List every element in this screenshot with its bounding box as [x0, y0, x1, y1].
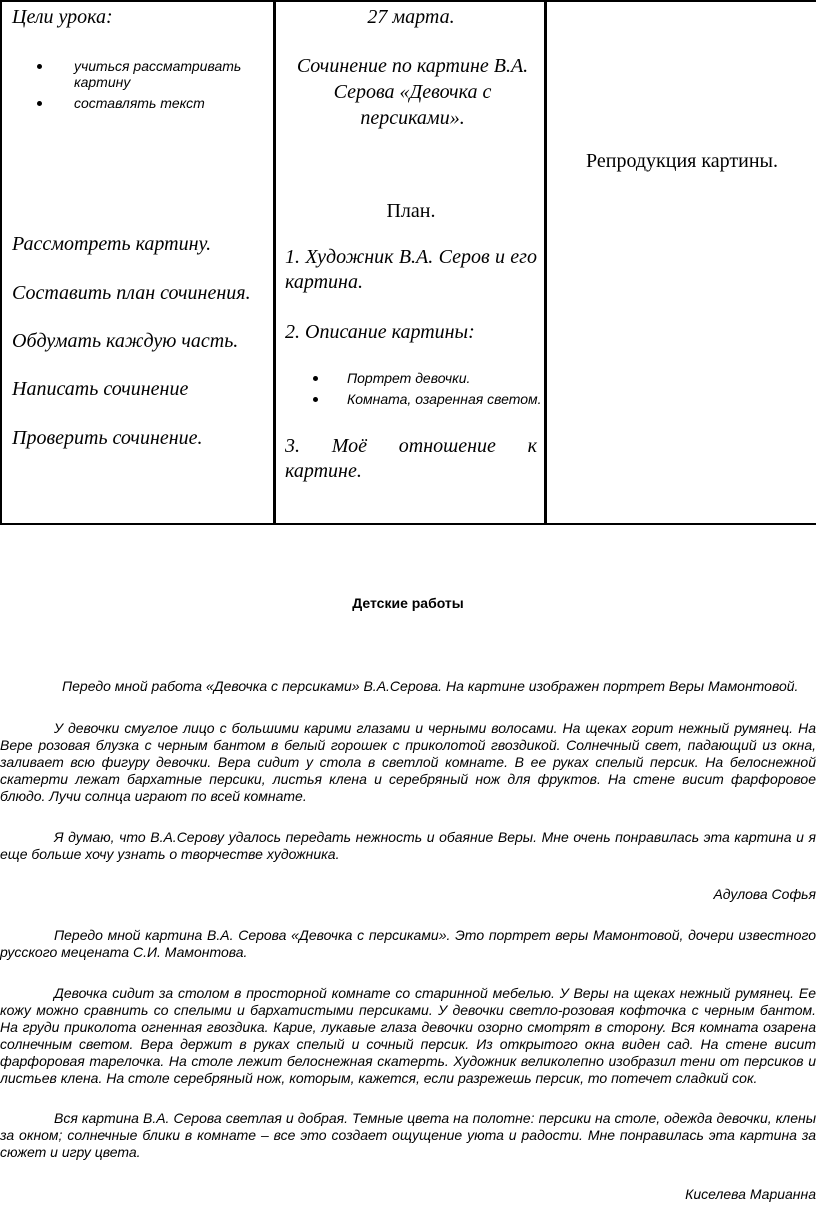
plan-title: План.: [386, 200, 436, 222]
plan-item: 1. Художник В.А. Серов и его картина.: [285, 246, 537, 293]
goals-title: Цели урока:: [12, 6, 113, 28]
reproduction-cell: [544, 0, 816, 525]
plan-item: 2. Описание картины:: [285, 321, 475, 343]
bullet-icon: [313, 397, 318, 402]
reproduction-caption: Репродукция картины.: [586, 150, 778, 172]
bullet-icon: [37, 101, 42, 106]
essay-paragraph: Передо мной работа «Девочка с персиками» В.А.Серова. На картине изображен портрет Веры Мамонтовой.: [62, 678, 799, 694]
bullet-icon: [313, 376, 318, 381]
essay-topic: Сочинение по картине В.А. Серова «Девочка с персиками».: [296, 55, 529, 129]
essay-author: Киселева Марианна: [685, 1186, 816, 1202]
essay-paragraph: У девочки смуглое лицо с большими карими глазами и черными волосами. На щеках горит нежный румянец. На Вере розовая блузка с черным бантом в белый горошек с приколотой гвоздикой. Солнечный свет, падающий из окна, заливает всю фигуру девочки. Вера сидит у стола в светлой комнате. В ее руках спелый персик. На белоснежной скатерти лежат бархатные персики, листья клена и серебряный нож для фруктов. На стене висит фарфоровое блюдо. Лучи солнца играют по всей комнате.: [0, 720, 816, 804]
goals-cell: Цели урока: учиться рассматривать картину составлять текст Рассмотреть картину. Составить план сочинения. Обдумать каждую часть. Написать сочинение Проверить сочинение.: [0, 0, 276, 525]
topic-cell: 27 марта. Сочинение по картине В.А. Серова «Девочка с персиками». План. 1. Художник В.А. Серов и его картина. 2. Описание картины: Портрет девочки. Комната, озаренная светом. 3. Моё отношение к картине.: [273, 0, 547, 525]
essay-paragraph: Передо мной картина В.А. Серова «Девочка с персиками». Это портрет веры Мамонтовой, дочери известного русского мецената С.И. Мамонтова.: [0, 927, 816, 960]
plan-item: 3. Моё отношение к картине.: [285, 435, 537, 482]
lesson-step: Рассмотреть картину.: [12, 233, 212, 255]
lesson-step: Написать сочинение: [12, 378, 189, 400]
essay-paragraph: Я думаю, что В.А.Серову удалось передать нежность и обаяние Веры. Мне очень понравилась эта картина и я еще больше хочу узнать о творчестве художника.: [0, 829, 816, 862]
lesson-table: [0, 0, 816, 529]
bullet-icon: [37, 64, 42, 69]
lesson-step: Составить план сочинения.: [12, 282, 251, 304]
essay-author: Адулова Софья: [713, 886, 816, 902]
essay-paragraph: Девочка сидит за столом в просторной комнате со старинной мебелью. У Веры на щеках нежный румянец. Ее кожу можно сравнить со спелыми и бархатистыми персиками. У девочки светло-розовая кофточка с черным бантом. На груди приколота огненная гвоздика. Карие, лукавые глаза девочки озорно смотрят в сторону. Вся комната озарена солнечным светом. Вера держит в руках спелый и сочный персик. Из открытого окна виден сад. На стене висит фарфоровая тарелочка. На столе лежит белоснежная скатерть. Художник великолепно изобразил тени от персиков и листьев клена. На столе серебряный нож, которым, кажется, если разрежешь персик, то потечет сладкий сок.: [0, 985, 816, 1086]
essay-paragraph: Вся картина В.А. Серова светлая и добрая. Темные цвета на полотне: персики на столе, одежда девочки, клены за окном; солнечные блики в комнате – все это создает ощущение уюта и радости. Мне понравилась эта картина за сюжет и игру цвета.: [0, 1110, 816, 1160]
lesson-step: Обдумать каждую часть.: [12, 330, 239, 352]
lesson-date: 27 марта.: [367, 6, 455, 28]
lesson-step: Проверить сочинение.: [12, 427, 203, 449]
section-heading: Детские работы: [352, 595, 464, 611]
